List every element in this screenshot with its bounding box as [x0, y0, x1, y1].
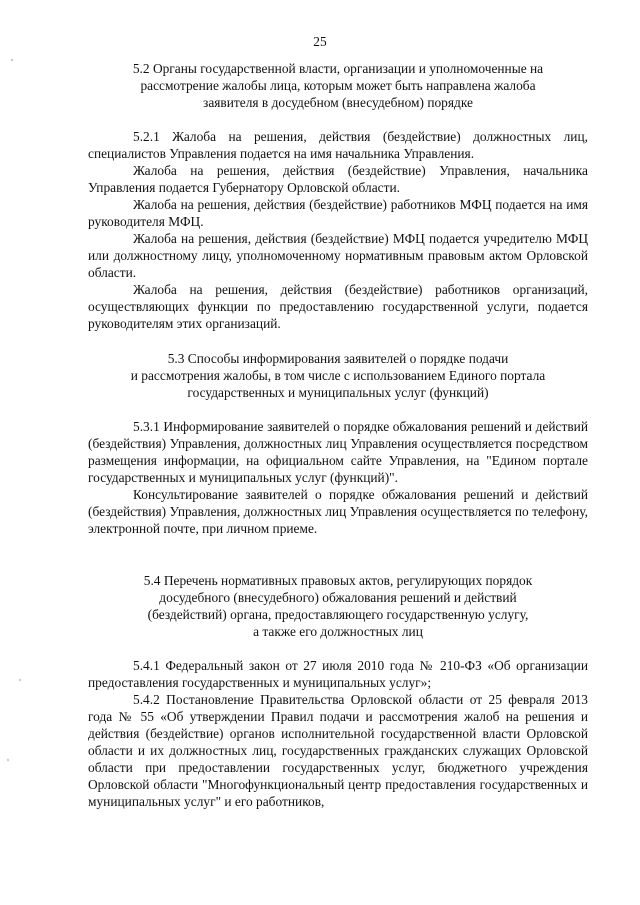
- section-5-2-heading: [88, 60, 588, 111]
- paragraph: 5.2.1 Жалоба на решения, действия (бездействие) должностных лиц, специалистов Управления подается на имя начальника Управления.: [88, 129, 588, 161]
- page-number: 25: [313, 34, 327, 49]
- paragraph: 5.3.1 Информирование заявителей о порядке обжалования решений и действий (бездействия) Управления, должностных лиц Управления осуществляется посредством размещения информации, на официальном сайте Управления, на "Едином портале государственных и муниципальных услуг (функций)".: [88, 419, 588, 485]
- paragraph: Жалоба на решения, действия (бездействие) работников МФЦ подается на имя руководителя МФЦ.: [88, 197, 588, 229]
- paragraph: Жалоба на решения, действия (бездействие) работников организаций, осуществляющих функции по предоставлению государственной услуги, подается руководителям этих организаций.: [88, 282, 588, 331]
- heading-line: 5.4 Перечень нормативных правовых актов, регулирующих порядок: [143, 573, 533, 588]
- heading-line: заявителя в досудебном (внесудебном) порядке: [203, 95, 473, 110]
- heading-line: 5.3 Способы информирования заявителей о порядке подачи: [167, 351, 509, 366]
- paragraph: 5.4.2 Постановление Правительства Орловской области от 25 февраля 2013 года № 55 «Об утверждении Правил подачи и рассмотрения жалоб на решения и действия (бездействие) органов исполнительной государственной власти Орловской области и их должностных лиц, государственных гражданских служащих Орловской области при предоставлении государственных услуг, бюджетного учреждения Орловской области "Многофункциональный центр предоставления государственных и муниципальных услуг" и его работников,: [88, 692, 588, 809]
- paragraph: 5.4.1 Федеральный закон от 27 июля 2010 года № 210-ФЗ «Об организации предоставления государственных и муниципальных услуг»;: [88, 658, 588, 690]
- heading-line: и рассмотрения жалобы, в том числе с использованием Единого портала: [130, 368, 546, 383]
- section-5-4-heading: [88, 572, 588, 640]
- paragraph: Консультирование заявителей о порядке обжалования решений и действий (бездействия) Управления, должностных лиц Управления осуществляется по телефону, электронной почте, при личном приеме.: [88, 487, 588, 536]
- paragraph: Жалоба на решения, действия (бездействие) Управления, начальника Управления подается Губернатору Орловской области.: [88, 163, 588, 195]
- section-5-2-body: [88, 128, 588, 332]
- section-5-4-body: [88, 657, 588, 810]
- section-5-3-body: [88, 418, 588, 537]
- section-5-3-heading: [88, 350, 588, 401]
- heading-line: государственных и муниципальных услуг (функций): [187, 385, 489, 400]
- heading-line: (бездействий) органа, предоставляющего государственную услугу,: [147, 607, 529, 622]
- paragraph: Жалоба на решения, действия (бездействие) МФЦ подается учредителю МФЦ или должностному лицу, уполномоченному нормативным правовым актом Орловской области.: [88, 231, 588, 280]
- heading-line: рассмотрение жалобы лица, которым может быть направлена жалоба: [140, 78, 536, 93]
- heading-line: 5.2 Органы государственной власти, организации и уполномоченные на: [132, 61, 544, 76]
- heading-line: а также его должностных лиц: [253, 624, 423, 639]
- heading-line: досудебного (внесудебного) обжалования решений и действий: [159, 590, 517, 605]
